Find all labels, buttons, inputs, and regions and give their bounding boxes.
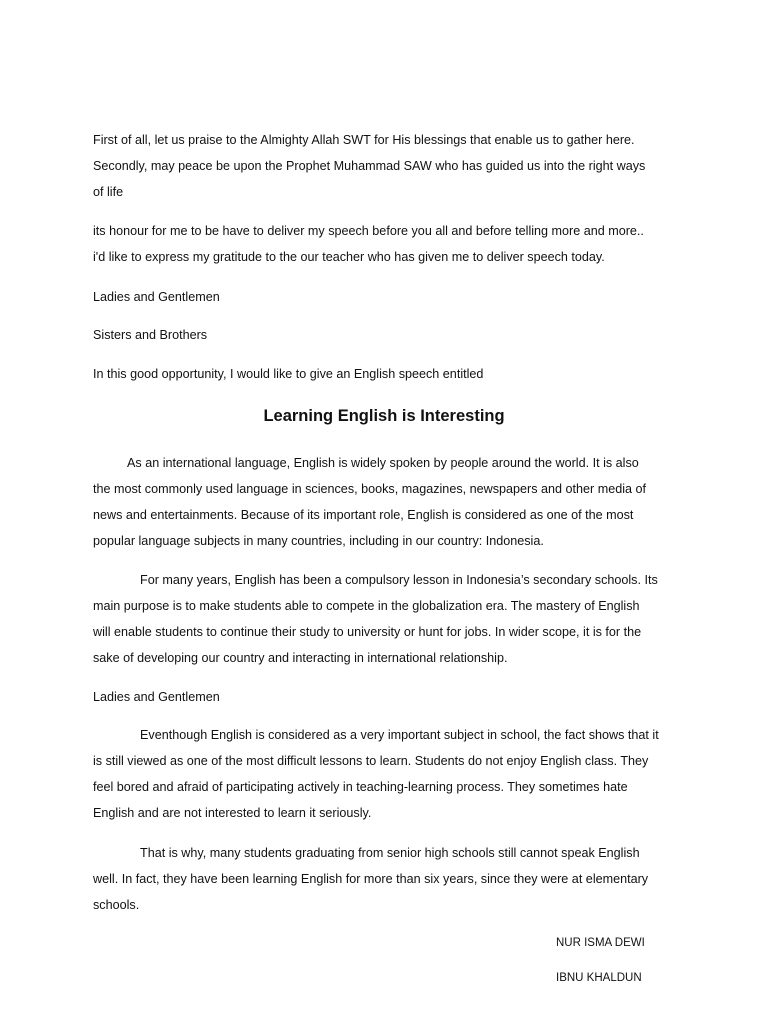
greeting-ladies-2: Ladies and Gentlemen xyxy=(93,690,220,704)
paragraph-3-line: is still viewed as one of the most difficult lessons to learn. Students do not enjoy English class. They xyxy=(93,754,649,768)
signature-name: NUR ISMA DEWI xyxy=(556,937,645,949)
paragraph-3-line: Eventhough English is considered as a very important subject in school, the fact shows that it xyxy=(140,728,659,742)
honour-line: i'd like to express my gratitude to the our teacher who has given me to deliver speech today. xyxy=(93,250,605,264)
intro-line: First of all, let us praise to the Almighty Allah SWT for His blessings that enable us to gather here. xyxy=(93,133,635,147)
paragraph-3-line: feel bored and afraid of participating actively in teaching-learning process. They sometimes hate xyxy=(93,780,628,794)
paragraph-2-line: will enable students to continue their study to university or hunt for jobs. In wider scope, it is for the xyxy=(93,625,642,639)
paragraph-1-line: popular language subjects in many countries, including in our country: Indonesia. xyxy=(93,534,544,548)
signature-school: IBNU KHALDUN xyxy=(556,972,642,984)
paragraph-3-line: English and are not interested to learn it seriously. xyxy=(93,806,372,820)
greeting-sisters: Sisters and Brothers xyxy=(93,328,208,342)
opportunity-line: In this good opportunity, I would like to give an English speech entitled xyxy=(93,367,484,381)
honour-line: its honour for me to be have to deliver my speech before you all and before telling more and more.. xyxy=(93,224,644,238)
paragraph-2-line: main purpose is to make students able to compete in the globalization era. The mastery of English xyxy=(93,599,640,613)
paragraph-1-line: news and entertainments. Because of its important role, English is considered as one of the most xyxy=(93,508,634,522)
paragraph-4-line: schools. xyxy=(93,898,140,912)
paragraph-4-line: That is why, many students graduating from senior high schools still cannot speak English xyxy=(140,846,640,860)
paragraph-1-line: the most commonly used language in sciences, books, magazines, newspapers and other media of xyxy=(93,482,647,496)
paragraph-1-line: As an international language, English is widely spoken by people around the world. It is also xyxy=(127,456,639,470)
paragraph-2-line: For many years, English has been a compulsory lesson in Indonesia’s secondary schools. Its xyxy=(140,573,658,587)
paragraph-4-line: well. In fact, they have been learning English for more than six years, since they were at elementary xyxy=(93,872,649,886)
paragraph-2-line: sake of developing our country and interacting in international relationship. xyxy=(93,651,508,665)
speech-title: Learning English is Interesting xyxy=(263,407,505,425)
greeting-ladies: Ladies and Gentlemen xyxy=(93,290,220,304)
intro-line: of life xyxy=(93,185,124,199)
intro-line: Secondly, may peace be upon the Prophet Muhammad SAW who has guided us into the right ways xyxy=(93,159,646,173)
